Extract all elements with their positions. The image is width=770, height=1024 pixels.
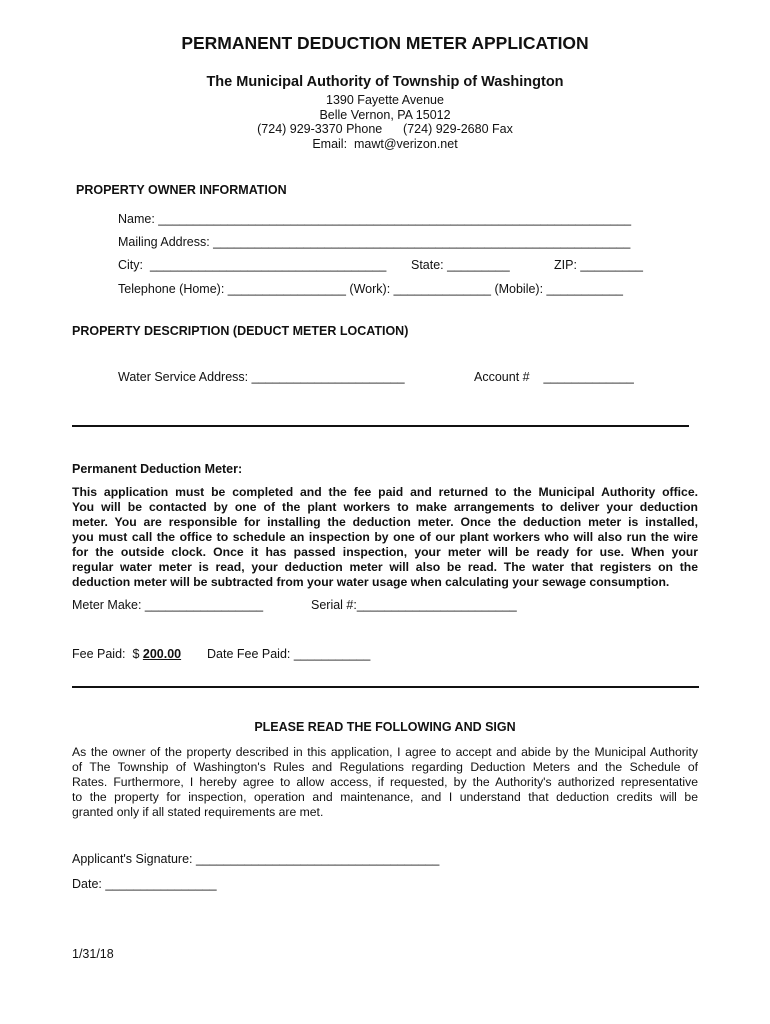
agreement-text <box>72 745 698 820</box>
serial-number-field[interactable]: Serial #:_______________________ <box>311 598 517 612</box>
fee-paid-amount: 200.00 <box>142 647 182 661</box>
meter-instructions-line: You will be contacted by one of the plant workers to make arrangements to deliver your deduction <box>72 500 698 514</box>
state-field[interactable]: State: _________ <box>411 258 510 272</box>
signature-date-field[interactable]: Date: ________________ <box>72 877 217 891</box>
meter-instructions-line: for the outside clock. Once it has passed inspection, your meter will be ready for use. When your <box>72 545 698 559</box>
account-number-field[interactable]: Account # _____________ <box>474 370 634 384</box>
meter-make-field[interactable]: Meter Make: _________________ <box>72 598 264 612</box>
mailing-address-field[interactable]: Mailing Address: ____________________________________________________________ <box>118 235 631 249</box>
agreement-line: to the property for inspection, operation and maintenance, and I understand that deduction credits will be <box>72 790 698 804</box>
revision-date: 1/31/18 <box>72 947 114 961</box>
meter-instructions <box>72 485 698 590</box>
agreement-line: Rates. Furthermore, I hereby agree to allow access, if requested, by the Authority's authorized representative <box>72 775 698 789</box>
fee-paid-label: Fee Paid: $ <box>72 647 143 661</box>
owner-heading: PROPERTY OWNER INFORMATION <box>76 183 287 197</box>
address-line-2: Belle Vernon, PA 15012 <box>319 108 451 122</box>
meter-instructions-line: meter. You are responsible for installing the deduction meter. Once the deduction meter is installed, <box>72 515 698 529</box>
meter-instructions-line: This application must be completed and the fee paid and returned to the Municipal Authority office. <box>72 485 698 499</box>
section-divider-1 <box>72 425 689 427</box>
meter-heading: Permanent Deduction Meter: <box>72 462 243 476</box>
date-fee-paid-field[interactable]: Date Fee Paid: ___________ <box>207 647 371 661</box>
meter-instructions-line: regular water meter is read, your deduction meter will also be read. The water that registers on the <box>72 560 698 574</box>
organization-name: The Municipal Authority of Township of Washington <box>206 74 564 90</box>
agreement-line: granted only if all stated requirements are met. <box>72 805 324 819</box>
fee-paid <box>72 647 181 661</box>
agreement-line: of The Township of Washington's Rules and Regulations regarding Deduction Meters and the Schedule of <box>72 760 698 774</box>
meter-instructions-line: deduction meter will be subtracted from your water usage when calculating your sewage consumption. <box>72 575 670 589</box>
city-field[interactable]: City: __________________________________ <box>118 258 387 272</box>
zip-field[interactable]: ZIP: _________ <box>554 258 643 272</box>
applicant-signature-field[interactable]: Applicant's Signature: ___________________________________ <box>72 852 440 866</box>
meter-instructions-line: you must call the office to schedule an inspection by one of our plant workers who will also run the wire <box>72 530 698 544</box>
email: Email: mawt@verizon.net <box>312 137 458 151</box>
telephone-fields[interactable]: Telephone (Home): _________________ (Work): ______________ (Mobile): ___________ <box>118 282 624 296</box>
section-divider-2 <box>72 686 699 688</box>
agreement-line: As the owner of the property described in this application, I agree to accept and abide by the Municipal Authority <box>72 745 698 759</box>
water-service-address-field[interactable]: Water Service Address: ______________________ <box>118 370 405 384</box>
description-heading: PROPERTY DESCRIPTION (DEDUCT METER LOCATION) <box>72 324 409 338</box>
address-line-1: 1390 Fayette Avenue <box>326 93 444 107</box>
phone-fax: (724) 929-3370 Phone (724) 929-2680 Fax <box>257 122 513 136</box>
page-title: PERMANENT DEDUCTION METER APPLICATION <box>181 33 589 53</box>
sign-heading: PLEASE READ THE FOLLOWING AND SIGN <box>254 720 516 734</box>
name-field[interactable]: Name: ____________________________________________________________________ <box>118 212 632 226</box>
